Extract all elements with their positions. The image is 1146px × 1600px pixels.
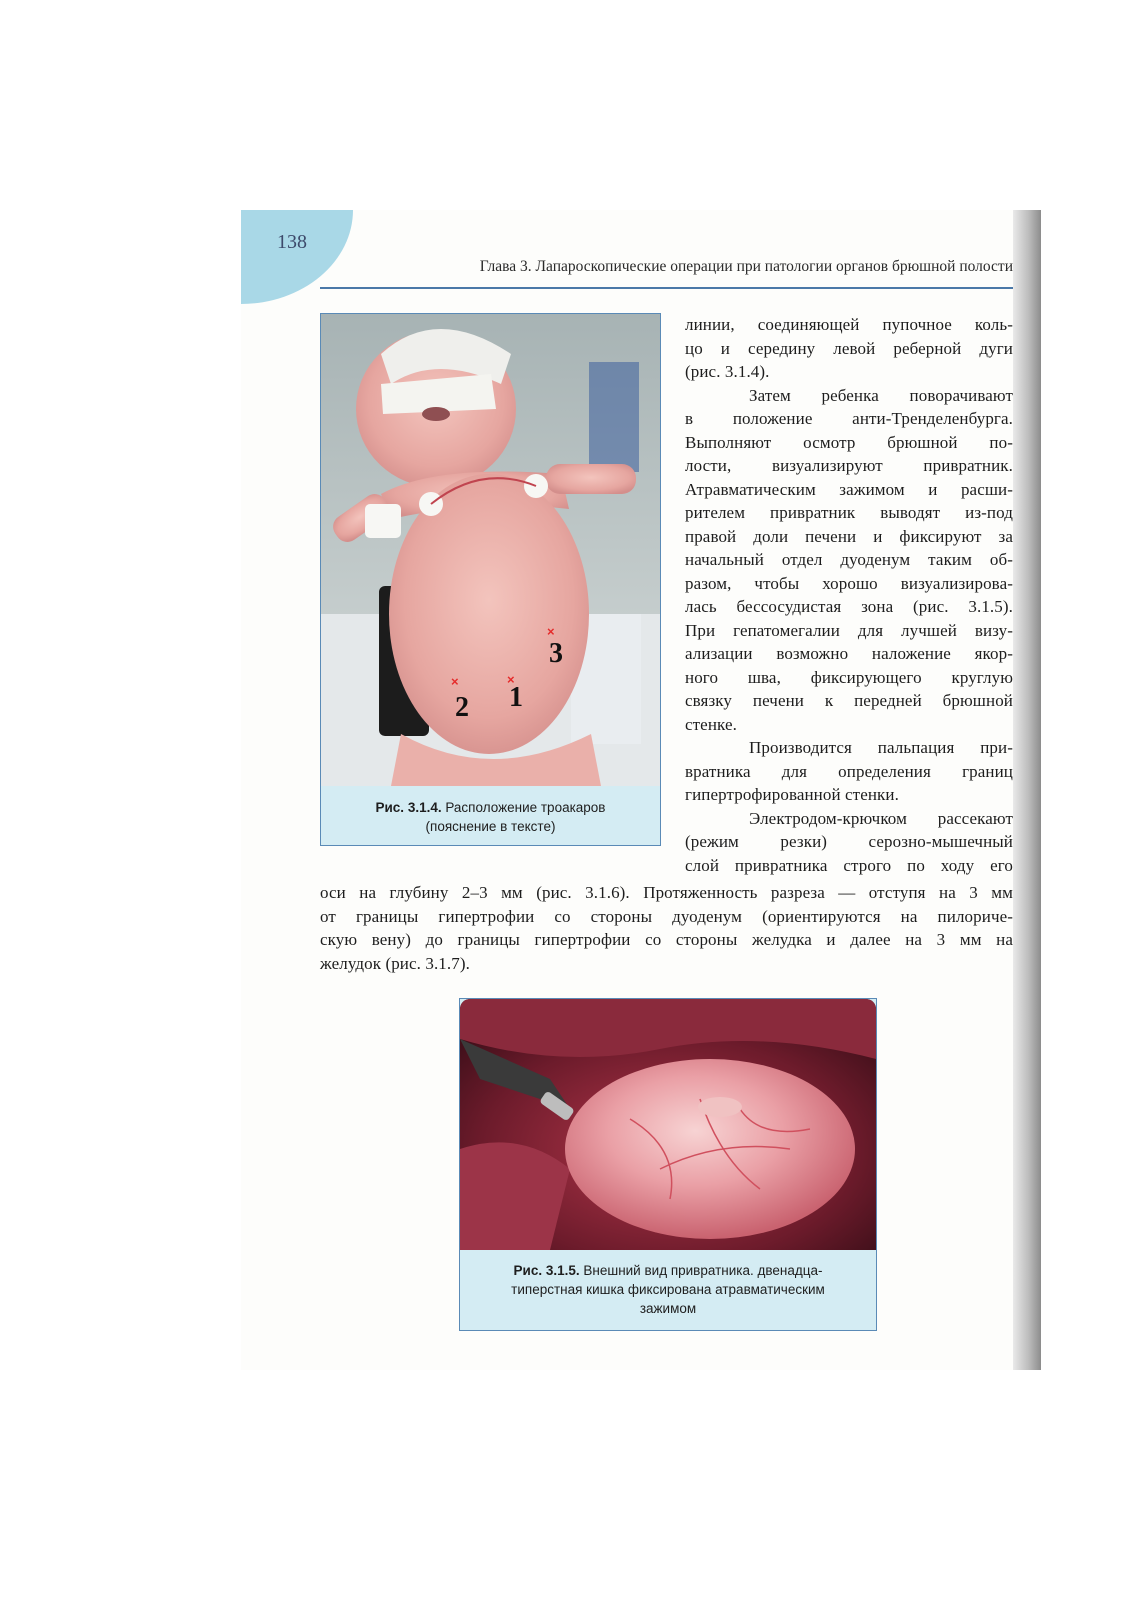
text-column — [685, 313, 1013, 877]
column-text-line: связку печени к передней брюшной — [685, 691, 1013, 710]
figure-3-1-5 — [459, 998, 877, 1331]
svg-text:×: × — [451, 674, 459, 689]
body-text-line: скую вену) до границы гипертрофии со стороны желудка и далее на 3 мм на — [320, 930, 1013, 949]
column-text-line: лости, визуализируют привратник. — [685, 456, 1013, 475]
header-rule — [320, 287, 1013, 289]
column-text-line: Атравматическим зажимом и расши- — [685, 479, 1013, 499]
column-text-line: гипертрофированной стенки. — [685, 785, 899, 804]
infant-photo — [321, 314, 660, 786]
figure-3-1-5-caption: Рис. 3.1.5. Внешний вид привратника. двенадца- типерстная кишка фиксирована атравматическим зажимом — [511, 1263, 825, 1316]
svg-text:1: 1 — [509, 682, 523, 713]
figure-3-1-4 — [320, 313, 661, 846]
text-full-width — [320, 881, 1013, 975]
figure-3-1-4-caption: Рис. 3.1.4. Расположение троакаров (пояснение в тексте) — [375, 800, 606, 834]
column-text-line: вратника для определения границ — [685, 761, 1013, 781]
svg-text:×: × — [547, 624, 555, 639]
figure-label: Рис. 3.1.4. — [375, 800, 442, 815]
column-text-line: слой привратника строго по ходу его — [685, 855, 1013, 875]
svg-text:×: × — [507, 672, 515, 687]
column-text-line: лась бессосудистая зона (рис. 3.1.5). — [685, 597, 1013, 616]
column-text-line: разом, чтобы хорошо визуализирова- — [685, 573, 1013, 593]
svg-text:3: 3 — [549, 638, 563, 669]
svg-text:2: 2 — [455, 692, 469, 723]
column-text-line: При гепатомегалии для лучшей визу- — [685, 620, 1013, 640]
column-text-line: Электродом-крючком рассекают — [749, 808, 1013, 828]
body-text-line: оси на глубину 2–3 мм (рис. 3.1.6). Протяженность разреза — отступя на 3 мм — [320, 883, 1013, 902]
figure-label: Рис. 3.1.5. — [513, 1263, 580, 1278]
column-text-line: начальный отдел дуоденум таким об- — [685, 550, 1013, 569]
column-text-line: правой доли печени и фиксируют за — [685, 526, 1013, 546]
column-text-line: линии, соединяющей пупочное коль- — [685, 315, 1013, 334]
page-edge-shadow — [1013, 210, 1041, 1370]
column-text-line: рителем привратник выводят из-под — [685, 503, 1013, 522]
laparoscopic-photo — [460, 999, 876, 1250]
column-text-line: Выполняют осмотр брюшной по- — [685, 432, 1013, 452]
column-text-line: ного шва, фиксирующего круглую — [685, 667, 1013, 687]
column-text-line: Затем ребенка поворачивают — [749, 385, 1013, 405]
column-text-line: цо и середину левой реберной дуги — [685, 338, 1013, 358]
running-head: Глава 3. Лапароскопические операции при патологии органов брюшной полости — [479, 258, 1013, 275]
column-text-line: (режим резки) серозно-мышечный — [685, 832, 1013, 851]
body-text-line: желудок (рис. 3.1.7). — [320, 953, 470, 973]
column-text-line: в положение анти-Тренделенбурга. — [685, 409, 1013, 428]
column-text-line: Производится пальпация при- — [749, 738, 1013, 757]
column-text-line: (рис. 3.1.4). — [685, 362, 770, 381]
body-text-line: от границы гипертрофии со стороны дуоденум (ориентируются на пилориче- — [320, 906, 1013, 926]
column-text-line: ализации возможно наложение якор- — [685, 644, 1013, 663]
page-number: 138 — [277, 231, 307, 253]
column-text-line: стенке. — [685, 714, 737, 734]
